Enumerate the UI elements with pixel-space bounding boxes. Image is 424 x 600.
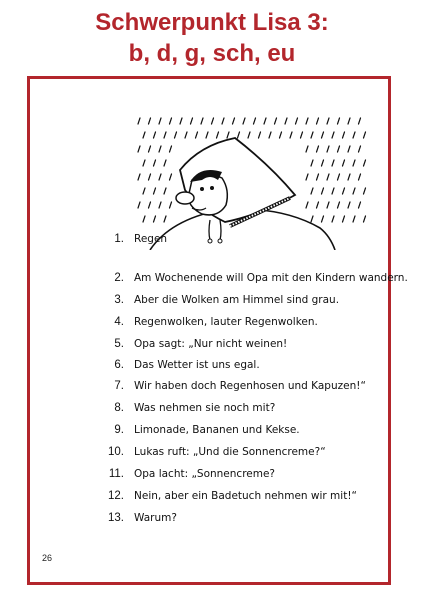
list-item xyxy=(0,272,424,292)
item-number: 3. xyxy=(114,294,124,306)
item-text: Limonade, Bananen und Kekse. xyxy=(134,424,300,436)
item-text: Opa sagt: „Nur nicht weinen! xyxy=(134,338,288,350)
list-item xyxy=(0,446,424,466)
item-text: Am Wochenende will Opa mit den Kindern wandern. xyxy=(134,272,408,284)
page-subtitle: b, d, g, sch, eu xyxy=(128,40,296,67)
item-number: 7. xyxy=(114,380,124,392)
list-item xyxy=(0,359,424,379)
list-item xyxy=(0,468,424,488)
list-item xyxy=(0,294,424,314)
item-number: 8. xyxy=(114,402,124,414)
item-number: 13. xyxy=(108,512,124,524)
item-text: Lukas ruft: „Und die Sonnencreme?“ xyxy=(134,446,326,458)
list-item xyxy=(0,316,424,336)
item-number: 2. xyxy=(114,272,124,284)
list-item xyxy=(0,424,424,444)
item-text: Aber die Wolken am Himmel sind grau. xyxy=(134,294,340,306)
list-item xyxy=(0,380,424,400)
item-text: Opa lacht: „Sonnencreme? xyxy=(134,468,276,480)
item-text: Wir haben doch Regenhosen und Kapuzen!“ xyxy=(134,380,366,392)
item-number: 5. xyxy=(114,338,124,350)
page-title: Schwerpunkt Lisa 3: xyxy=(95,9,329,36)
list-item xyxy=(0,490,424,510)
item-text: Regenwolken, lauter Regenwolken. xyxy=(134,316,318,328)
item-number: 12. xyxy=(108,490,124,502)
item-text: Das Wetter ist uns egal. xyxy=(134,359,260,371)
list-item xyxy=(0,233,424,253)
item-text: Warum? xyxy=(134,512,177,524)
item-number: 9. xyxy=(114,424,124,436)
item-number: 4. xyxy=(114,316,124,328)
item-number: 10. xyxy=(108,446,124,458)
item-number: 11. xyxy=(108,468,124,480)
page-number: 26 xyxy=(42,553,53,563)
item-text: Nein, aber ein Badetuch nehmen wir mit!“ xyxy=(134,490,357,502)
list-item xyxy=(0,338,424,358)
item-number: 6. xyxy=(114,359,124,371)
list-item xyxy=(0,402,424,422)
item-text: Was nehmen sie noch mit? xyxy=(134,402,276,414)
list-item xyxy=(0,512,424,532)
item-number: 1. xyxy=(114,233,124,245)
item-text: Regen xyxy=(134,233,168,245)
boy-in-rain-hood-icon xyxy=(130,110,370,250)
